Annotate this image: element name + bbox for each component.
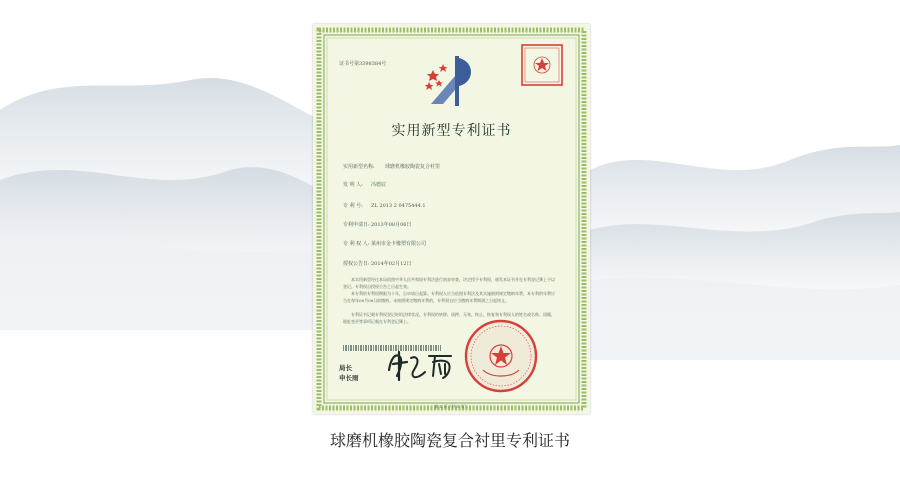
field-label-inventor: 发 明 人:	[343, 182, 363, 188]
signatory-title: 局长	[339, 364, 352, 372]
certificate-caption: 球磨机橡胶陶瓷复合衬里专利证书	[329, 431, 570, 450]
field-value-grant-date: 2014年02月12日	[371, 261, 412, 267]
field-label-name: 实用新型名称:	[343, 164, 375, 170]
patent-certificate	[313, 24, 590, 414]
signatory-name: 申长雨	[339, 374, 359, 382]
field-label-filing-date: 专利申请日:	[343, 222, 370, 228]
certificate-title: 实用新型专利证书	[391, 123, 512, 139]
patent-office-emblem	[425, 52, 480, 110]
top-seal	[519, 42, 565, 88]
field-value-inventor: 冯德辰	[371, 182, 387, 188]
field-label-patent-no: 专 利 号:	[343, 203, 363, 209]
director-signature	[385, 346, 457, 382]
field-label-grant-date: 授权公告日:	[343, 261, 370, 267]
field-label-patentee: 专 利 权 人:	[343, 241, 370, 247]
field-value-patentee: 莱州市金卡橡塑有限公司	[371, 241, 427, 247]
field-value-filing-date: 2013年08月06日	[371, 222, 412, 228]
certificate-serial: 证书号第3398384号	[339, 61, 387, 67]
field-value-patent-no: ZL 2013 2 0475444.1	[371, 203, 426, 209]
certificate-paragraph-1: 本实用新型经过本局依照中华人民共和国专利法进行初步审查，决定授予专利权，颁发本证书并在专利登记簿上予以登记。专利权自授权公告之日起生效。	[343, 277, 555, 289]
field-value-name: 球磨机橡胶陶瓷复合衬里	[385, 164, 441, 170]
official-seal	[463, 318, 539, 394]
certificate-paragraph-2: 本专利的专利权期限为十年，自申请日起算。专利权人应当依照专利法及其实施细则规定缴纳年费。本专利的年费应当在每年08月06日前缴纳。未按照规定缴纳年费的，专利权自应当缴纳年费期满之日起终止。	[343, 291, 555, 303]
certificate-paragraph-3: 专利证书记载专利权登记时的法律状况。专利权的转移、质押、无效、终止、恢复和专利权人的姓名或名称、国籍、地址变更等事项记载在专利登记簿上。	[343, 312, 555, 324]
page-number: 第 1 页（共 1 页）	[434, 404, 469, 409]
